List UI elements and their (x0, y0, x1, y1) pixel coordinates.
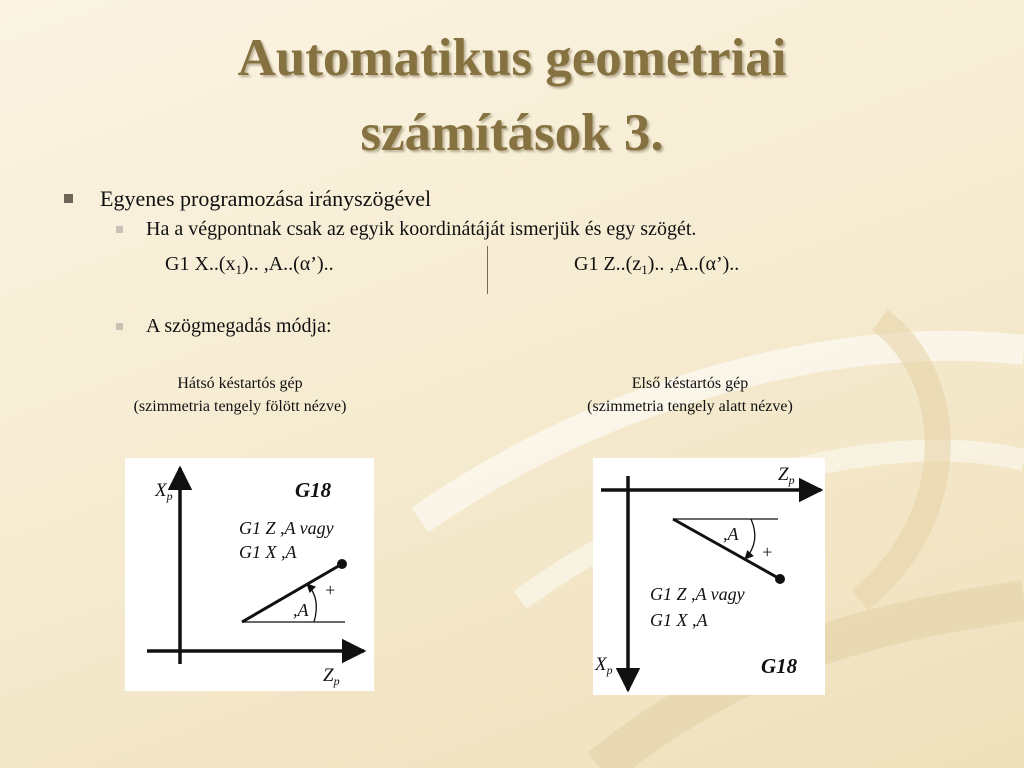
caption-line: Első késtartós gép (631, 375, 749, 392)
square-bullet-icon (64, 194, 73, 203)
gcode-right: G1 $Z..(z_1)$.. ,A..(α’).. (574, 253, 740, 277)
endpoint-dot (337, 559, 347, 569)
endpoint-dot (775, 574, 785, 584)
angle-arc (745, 519, 755, 559)
plus-sign: + (324, 580, 337, 600)
vertical-axis-label: $X_p$ (595, 654, 613, 677)
g18-label: G18 (761, 654, 798, 678)
square-bullet-icon (116, 323, 123, 330)
code-line2: G1 X ,A (239, 542, 297, 562)
angle-label: ,A (723, 524, 739, 544)
code-line1: G1 Z ,A vagy (239, 518, 334, 538)
vertical-axis-label: $X_p$ (155, 480, 173, 503)
right-g18-diagram (593, 458, 825, 695)
gcode-left: G1 $X..(x_1)$.. ,A..(α’).. (165, 253, 334, 277)
slide-title-line1: Automatikus geometriai (237, 29, 787, 87)
right-caption (545, 372, 835, 418)
bullet-text: Egyenes programozása irányszögével (100, 186, 432, 211)
bullet-text: Ha a végpontnak csak az egyik koordinátáját ismerjük és egy szögét. (146, 218, 697, 240)
left-caption (90, 372, 390, 418)
caption-line: Hátsó késtartós gép (177, 375, 303, 392)
square-bullet-icon (116, 226, 123, 233)
code-line2: G1 X ,A (650, 610, 708, 630)
vertical-divider (487, 246, 488, 294)
horizontal-axis-label: $Z_p$ (778, 464, 795, 487)
bullet-text: A szögmegadás módja: (146, 315, 332, 337)
caption-line: (szimmetria tengely fölött nézve) (133, 398, 347, 415)
code-line1: G1 Z ,A vagy (650, 584, 745, 604)
slide-title-line2: számítások 3. (360, 104, 664, 162)
plus-sign: + (761, 542, 774, 562)
g18-label: G18 (295, 478, 332, 502)
angle-label: ,A (293, 600, 309, 620)
caption-line: (szimmetria tengely alatt nézve) (587, 398, 793, 415)
horizontal-axis-label: $Z_p$ (323, 665, 340, 688)
left-g18-diagram (125, 458, 374, 691)
